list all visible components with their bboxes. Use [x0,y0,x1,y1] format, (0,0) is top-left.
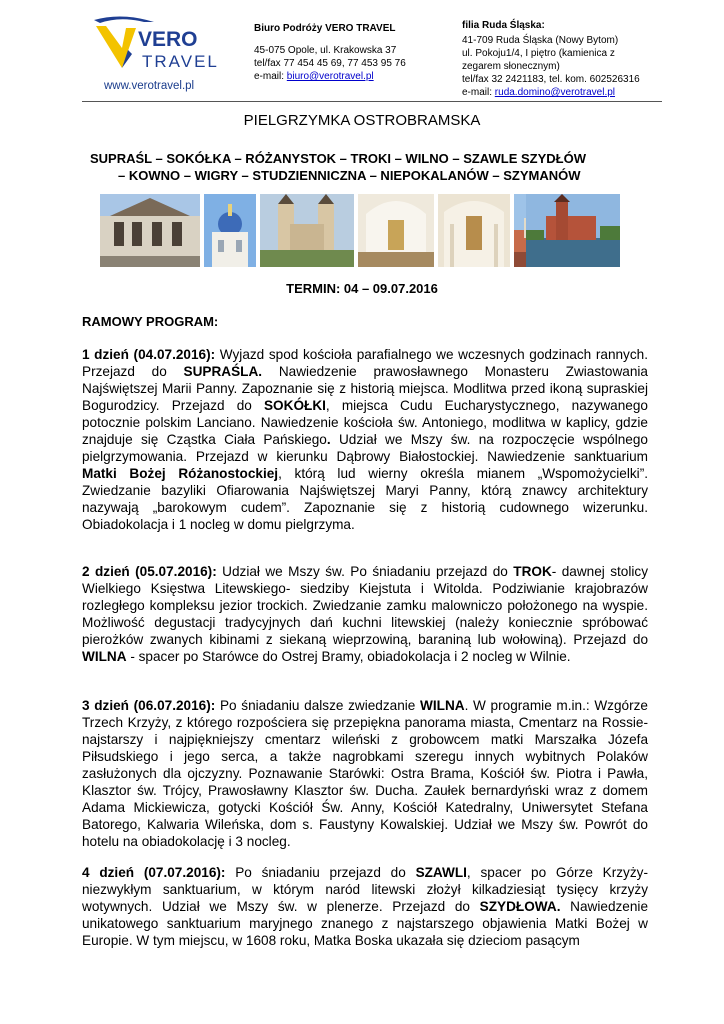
day-4-place: SZAWLI [415,865,467,880]
day-2-paragraph [82,563,648,665]
header-divider [82,101,662,102]
day-2-label: 2 dzień (05.07.2016): [82,564,217,579]
route-list [90,150,650,184]
day-3-text: Po śniadaniu dalsze zwiedzanie [215,698,421,713]
day-4-text: , spacer po Górze Krzyży- niezwykłym sanktuarium, w którym naród litewski złożył kilkadziesiąt tysięcy krzyży wotywnych. Udział we Mszy św. w plenerze. Przejazd do [82,865,648,914]
office-email-link[interactable]: biuro@verotravel.pl [286,71,374,82]
day-1-text: , miejsca Cudu Eucharystycznego, nazywanego potocznie polskim Lanciano. Nawiedzenie kościoła św. Antoniego, modlitwa w kaplicy, gdzie znajduje się Cząstka Ciała Pańskiego [82,398,648,447]
website-link[interactable]: www.verotravel.pl [104,80,195,92]
branch-address-2: ul. Pokoju1/4, I piętro (kamienica z [462,48,615,59]
day-4-text: Nawiedzenie unikatowego sanktuarium maryjnego znanego z najstarszego objawienia Matki Bożej w Europie. W tym miejscu, w 1608 roku, Matka Boska ukazała się dzieciom pasącym [82,899,648,948]
photo-orthodox-church [204,194,256,267]
office-email-label: e-mail: [254,71,285,82]
page-title: PIELGRZYMKA OSTROBRAMSKA [243,112,481,129]
branch-email-line [462,86,662,99]
day-1-text: , którą lud wierny określa mianem „Wspomożycielki”. Zwiedzanie bazyliki Ofiarowania Najświętszej Maryi Panny, którą znawcy architektury nazywają „barokowym cudem”. Zapoznanie się z historią cudownego wizerunku. Obiadokolacja i 1 nocleg w domu pielgrzyma. [82,466,648,532]
day-2-text: Udział we Mszy św. Po śniadaniu przejazd do [216,564,514,579]
branch-info [462,19,662,99]
day-1-place: SOKÓŁKI [263,398,326,413]
day-4-label: 4 dzień (07.07.2016): [82,865,226,880]
trip-dates: TERMIN: 04 – 09.07.2016 [286,281,438,296]
day-4-place: SZYDŁOWA. [479,899,561,914]
logo-word-vero: VERO [138,28,198,51]
branch-email-label: e-mail: [462,87,493,98]
photo-church-suprasl [100,194,200,267]
day-2-place: TROK [513,564,552,579]
photo-trakai-castle [526,194,620,267]
day-1-text: Udział we Mszy św. na rozpoczęcie wspólnego pielgrzymowania. Przejazd w kierunku Dąbrowy Białostockiej. Nawiedzenie sanktuarium [82,432,648,464]
photo-twin-towers-church [260,194,354,267]
day-4-paragraph [82,864,648,949]
route-line-2: – KOWNO – WIGRY – STUDZIENNICZNA – NIEPOKALANÓW – SZYMANÓW [118,168,581,183]
day-3-place: WILNA [420,698,465,713]
branch-address-3: zegarem słonecznym) [462,61,560,72]
day-1-label: 1 dzień (04.07.2016): [82,347,216,362]
day-1-paragraph [82,346,648,533]
office-email-line [254,70,444,83]
day-1-text: . [326,432,331,447]
day-2-place: WILNA [82,649,127,664]
day-3-label: 3 dzień (06.07.2016): [82,698,216,713]
office-address: 45-075 Opole, ul. Krakowska 37 [254,45,397,56]
day-1-text: Nawiedzenie prawosławnego Monasteru Zwiastowania Najświętszej Marii Panny. Zapoznanie się z historią miejsca. Modlitwa przed ikoną supraskiej Bogurodzicy. Przejazd do [82,364,648,413]
day-3-text: . W programie m.in.: Wzgórze Trzech Krzyży, z którego rozpościera się przepiękna panorama miasta, Cmentarz na Rossie- najstarszy i najpiękniejszy cmentarz wileński z grobowcem matki Marszałka Józefa Piłsudskiego i jego serca, a także nagrobkami szeregu innych wybitnych Polaków zasłużonych dla ojczyzny. Poznawanie Starówki: Ostra Brama, Kościół św. Piotra i Pawła, Klasztor św. Trójcy, Prawosławny Klasztor św. Ducha. Zaułek bernardyński wraz z domem Adama Mickiewicza, gotycki Kościół Św. Anny, Kościół Katedralny, Uniwersytet Stefana Batorego, Kalwaria Wileńska, dom s. Faustyny Kowalskiej. Udział we Mszy św. Powrót do hotelu na obiadokolację i 3 nocleg. [82,698,648,849]
office-name: Biuro Podróży VERO TRAVEL [254,23,396,34]
day-1-place: SUPRAŚLA. [183,364,263,379]
program-heading: RAMOWY PROGRAM: [82,314,219,329]
branch-address-1: 41-709 Ruda Śląska (Nowy Bytom) [462,35,619,46]
route-line-1: SUPRAŚL – SOKÓŁKA – RÓŻANYSTOK – TROKI – WILNO – SZAWLE SZYDŁÓW [90,151,586,166]
logo-word-travel: TRAVEL [142,52,219,71]
day-2-text: - dawnej stolicy Wielkiego Księstwa Litewskiego- siedziby Kiejstuta i Witolda. Podziwianie krajobrazów rozległego kompleksu jezior trockich. Zwiedzanie zamku malowniczo położonego na wyspie. Możliwość degustacji tradycyjnych dań kuchni litewskiej (należy koniecznie spróbować pierożków zwanych kibinami z siekaną wieprzowiną, baraniną lub wołowiną). Przejazd do [82,564,648,647]
branch-email-link[interactable]: ruda.domino@verotravel.pl [494,87,616,98]
branch-name: filia Ruda Śląska: [462,20,545,31]
photo-cathedral-interior [438,194,510,267]
vero-travel-logo [92,14,222,76]
day-2-text: - spacer po Starówce do Ostrej Bramy, obiadokolacja i 2 nocleg w Wilnie. [126,649,571,664]
day-4-text: Po śniadaniu przejazd do [225,865,416,880]
day-3-paragraph [82,697,648,850]
office-phone: tel/fax 77 454 45 69, 77 453 95 76 [254,58,406,69]
photo-church-interior [358,194,434,267]
day-1-place: Matki Bożej Różanostockiej [82,466,279,481]
office-info [254,22,444,83]
branch-phone: tel/fax 32 2421183, tel. kom. 602526316 [462,74,640,85]
day-1-text: Wyjazd spod kościoła parafialnego we wczesnych godzinach rannych. Przejazd do [82,347,648,379]
